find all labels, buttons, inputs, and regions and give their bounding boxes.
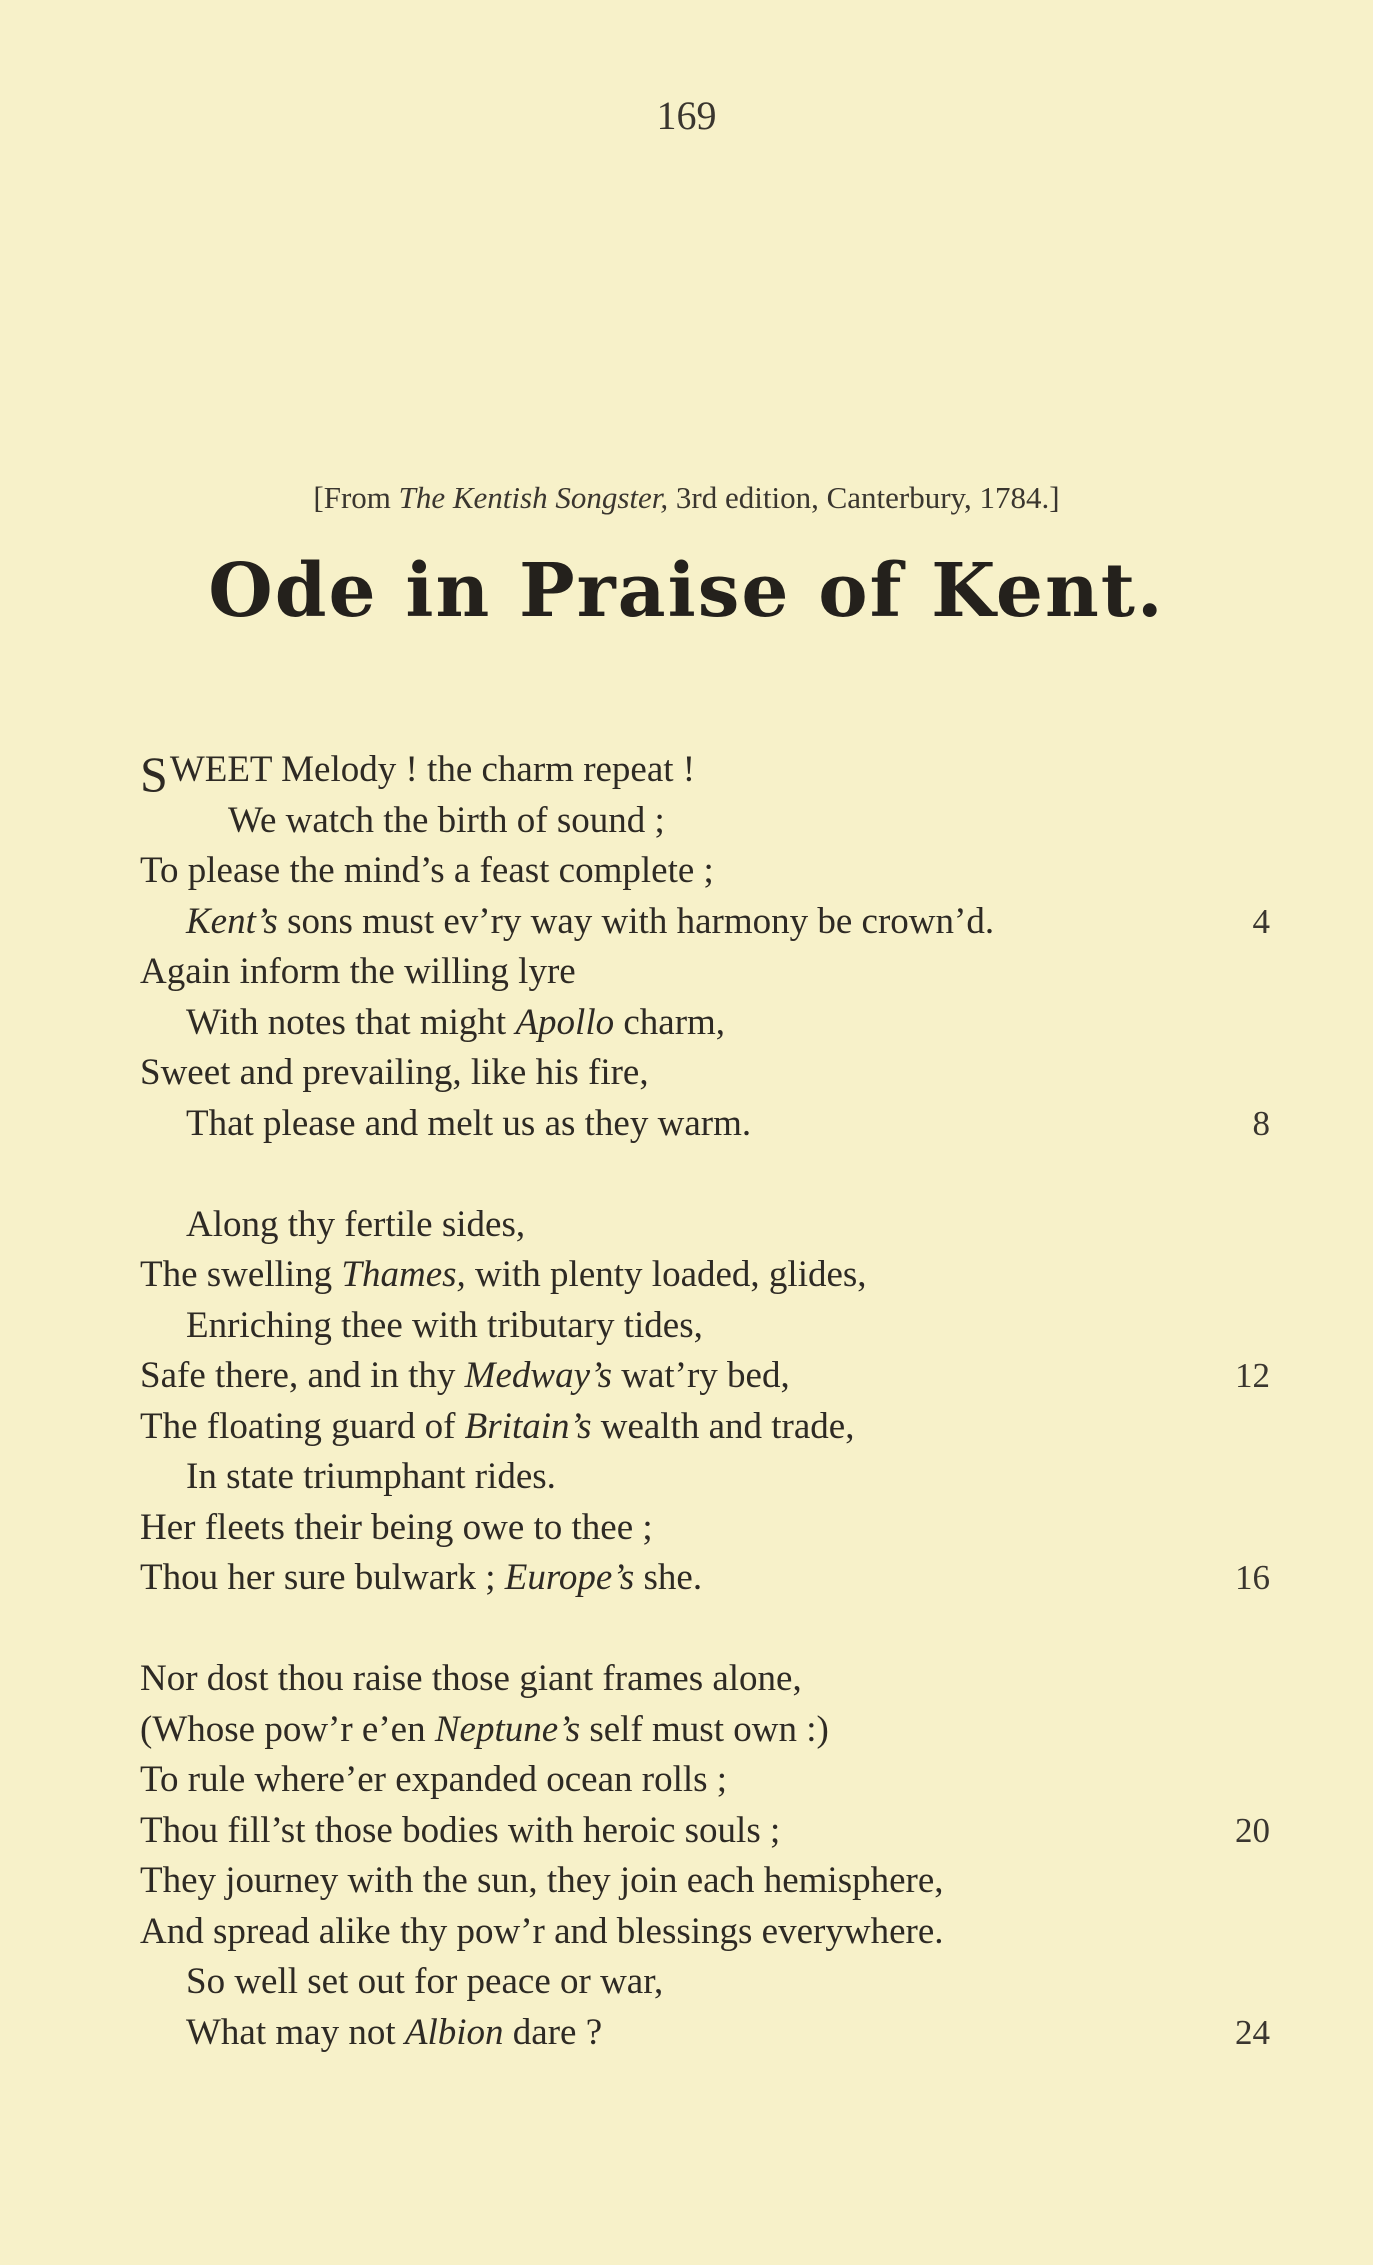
- poem-line: [140, 1705, 1270, 1756]
- line-text: Sweet and prevailing, like his fire,: [140, 1052, 649, 1093]
- line-text: And spread alike thy pow’r and blessings everywhere.: [140, 1910, 944, 1952]
- line-text: Thou fill’st those bodies with heroic souls ;: [140, 1809, 781, 1851]
- poem-line: [140, 1856, 1270, 1907]
- line-text: Again inform the willing lyre: [140, 951, 576, 992]
- source-book-title: The Kentish Songster,: [398, 480, 669, 515]
- poem-line: [140, 897, 1270, 948]
- line-text: Her fleets their being owe to thee ;: [140, 1506, 653, 1548]
- drop-cap: S: [140, 746, 168, 802]
- poem-line: [140, 1452, 1270, 1503]
- poem-line: [140, 1099, 1270, 1150]
- line-text: That please and melt us as they warm.: [186, 1102, 752, 1144]
- poem-line: [140, 947, 1270, 998]
- line-text: The swelling: [140, 1254, 342, 1295]
- line-number: 8: [1252, 1103, 1270, 1143]
- poem-line: [140, 1957, 1270, 2008]
- poem-line: [140, 745, 1270, 802]
- line-number: 24: [1235, 2012, 1270, 2052]
- poem-line: [140, 846, 1270, 897]
- poem-line: [140, 998, 1270, 1049]
- poem-line: [140, 1654, 1270, 1705]
- line-italic-text: Kent’s: [186, 900, 278, 942]
- line-text: So well set out for peace or war,: [186, 1961, 664, 2002]
- line-text: Safe there, and in thy: [140, 1355, 465, 1396]
- poem-line: [140, 1301, 1270, 1352]
- line-text-tail: sons must ev’ry way with harmony be crown’d.: [277, 900, 995, 942]
- line-text-tail: wealth and trade,: [591, 1405, 855, 1447]
- line-italic-text: Apollo: [515, 1001, 615, 1043]
- line-text: To please the mind’s a feast complete ;: [140, 850, 714, 891]
- line-text: In state triumphant rides.: [186, 1456, 556, 1497]
- line-text: Enriching thee with tributary tides,: [186, 1304, 703, 1346]
- line-text: The floating guard of: [140, 1405, 465, 1447]
- line-text: Thou her sure bulwark ;: [140, 1557, 505, 1598]
- poem-line: [140, 1755, 1270, 1806]
- poem-line: [140, 1402, 1270, 1453]
- line-text: Along thy fertile sides,: [186, 1203, 526, 1245]
- line-text-tail: with plenty loaded, glides,: [465, 1254, 867, 1295]
- source-citation: [0, 480, 1373, 516]
- line-text-tail: wat’ry bed,: [611, 1355, 790, 1396]
- line-text: Nor dost thou raise those giant frames alone,: [140, 1658, 802, 1699]
- source-open: [From: [313, 480, 399, 515]
- poem-line: [140, 1351, 1270, 1402]
- line-italic-text: Albion: [404, 2011, 504, 2053]
- poem-line: [140, 2008, 1270, 2059]
- poem-body: [140, 745, 1270, 2058]
- page-number: 169: [656, 93, 717, 138]
- line-text-tail: dare ?: [503, 2011, 603, 2053]
- line-number: 12: [1235, 1356, 1270, 1395]
- line-text: To rule where’er expanded ocean rolls ;: [140, 1759, 728, 1800]
- line-text: They journey with the sun, they join each hemisphere,: [140, 1860, 944, 1901]
- line-text-tail: charm,: [614, 1001, 726, 1043]
- stanza: [140, 1654, 1270, 2058]
- line-text: What may not: [186, 2011, 405, 2053]
- line-text: WEET Melody ! the charm repeat !: [169, 749, 696, 790]
- poem-line: [140, 1907, 1270, 1958]
- poem-title: Ode in Praise of Kent.: [208, 548, 1165, 634]
- source-details: 3rd edition, Canterbury, 1784.]: [668, 480, 1060, 515]
- line-text: (Whose pow’r e’en: [140, 1708, 435, 1750]
- poem-line: [140, 1250, 1270, 1301]
- poem-line: [140, 796, 1270, 847]
- stanza: [140, 745, 1270, 1149]
- line-text-tail: self must own :): [580, 1708, 829, 1750]
- poem-line: [140, 1048, 1270, 1099]
- stanza: [140, 1200, 1270, 1604]
- line-number: 20: [1235, 1810, 1270, 1850]
- poem-line: [140, 1553, 1270, 1604]
- line-italic-text: Neptune’s: [434, 1708, 581, 1750]
- line-italic-text: Europe’s: [504, 1557, 635, 1598]
- line-number: 4: [1252, 901, 1270, 941]
- line-italic-text: Britain’s: [464, 1405, 592, 1447]
- line-italic-text: Medway’s: [464, 1355, 612, 1396]
- poem-line: [140, 1503, 1270, 1554]
- line-text: With notes that might: [186, 1001, 516, 1043]
- line-text-tail: she.: [634, 1557, 703, 1598]
- poem-line: [140, 1200, 1270, 1251]
- poem-line: [140, 1806, 1270, 1857]
- line-number: 16: [1235, 1558, 1270, 1597]
- line-text: We watch the birth of sound ;: [228, 799, 665, 841]
- line-italic-text: Thames,: [341, 1254, 466, 1295]
